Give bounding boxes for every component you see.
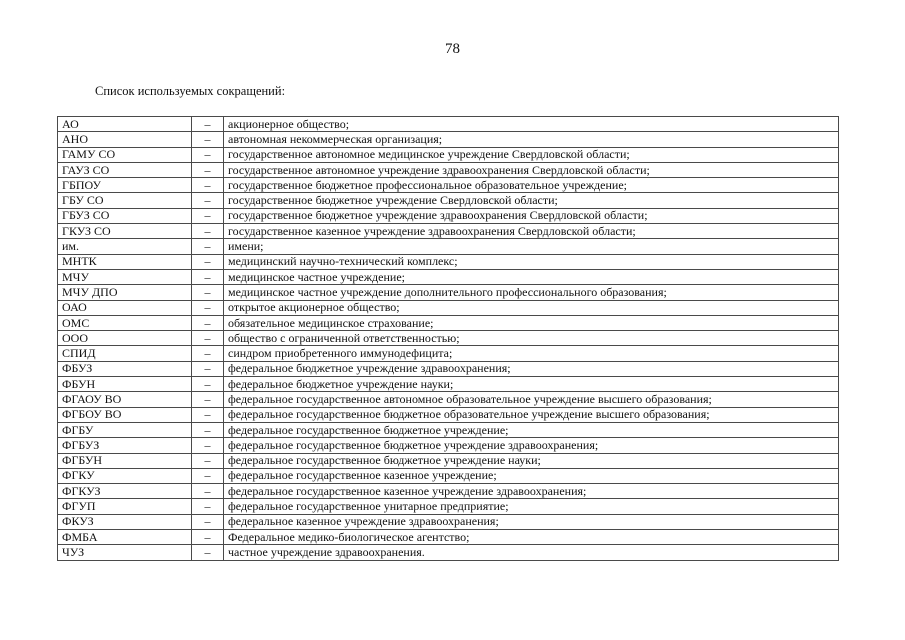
definition-cell: федеральное государственное бюджетное образовательное учреждение высшего образования; [224, 407, 839, 422]
abbreviation-cell: МЧУ [58, 269, 192, 284]
abbreviation-cell: ЧУЗ [58, 545, 192, 560]
abbreviation-cell: ФБУЗ [58, 361, 192, 376]
definition-cell: государственное бюджетное учреждение Свердловской области; [224, 193, 839, 208]
abbreviation-cell: АО [58, 117, 192, 132]
abbreviation-cell: ГБУ СО [58, 193, 192, 208]
table-row [58, 514, 839, 529]
definition-cell: открытое акционерное общество; [224, 300, 839, 315]
abbreviation-cell: ФГБУН [58, 453, 192, 468]
definition-cell: автономная некоммерческая организация; [224, 132, 839, 147]
table-row [58, 208, 839, 223]
table-row [58, 239, 839, 254]
table-row [58, 254, 839, 269]
abbreviation-cell: ФГБУ [58, 422, 192, 437]
table-row [58, 193, 839, 208]
dash-cell: – [192, 377, 224, 392]
abbreviation-cell: ГАМУ СО [58, 147, 192, 162]
abbreviation-cell: ФГКУЗ [58, 484, 192, 499]
definition-cell: федеральное государственное бюджетное учреждение науки; [224, 453, 839, 468]
dash-cell: – [192, 530, 224, 545]
definition-cell: государственное автономное медицинское учреждение Свердловской области; [224, 147, 839, 162]
abbreviation-cell: ФГБУЗ [58, 438, 192, 453]
dash-cell: – [192, 346, 224, 361]
dash-cell: – [192, 422, 224, 437]
dash-cell: – [192, 193, 224, 208]
table-row [58, 269, 839, 284]
table-row [58, 117, 839, 132]
abbreviations-caption: Список используемых сокращений: [95, 84, 286, 98]
table-row [58, 132, 839, 147]
table-row [58, 377, 839, 392]
table-row [58, 484, 839, 499]
definition-cell: медицинское частное учреждение дополнительного профессионального образования; [224, 285, 839, 300]
abbreviation-cell: ФГБОУ ВО [58, 407, 192, 422]
table-row [58, 392, 839, 407]
table-row [58, 361, 839, 376]
abbreviation-cell: АНО [58, 132, 192, 147]
dash-cell: – [192, 468, 224, 483]
abbreviation-cell: ГКУЗ СО [58, 224, 192, 239]
abbreviation-cell: СПИД [58, 346, 192, 361]
dash-cell: – [192, 407, 224, 422]
abbreviation-cell: ФГКУ [58, 468, 192, 483]
dash-cell: – [192, 331, 224, 346]
definition-cell: Федеральное медико-биологическое агентство; [224, 530, 839, 545]
definition-cell: обязательное медицинское страхование; [224, 315, 839, 330]
abbreviation-cell: ФГАОУ ВО [58, 392, 192, 407]
dash-cell: – [192, 147, 224, 162]
abbreviation-cell: ФБУН [58, 377, 192, 392]
table-row [58, 453, 839, 468]
table-row [58, 331, 839, 346]
definition-cell: государственное казенное учреждение здравоохранения Свердловской области; [224, 224, 839, 239]
abbreviation-cell: МЧУ ДПО [58, 285, 192, 300]
abbreviation-cell: ГАУЗ СО [58, 162, 192, 177]
dash-cell: – [192, 208, 224, 223]
table-row [58, 178, 839, 193]
abbreviation-cell: ФМБА [58, 530, 192, 545]
page-number: 78 [445, 41, 460, 57]
definition-cell: имени; [224, 239, 839, 254]
definition-cell: федеральное казенное учреждение здравоохранения; [224, 514, 839, 529]
dash-cell: – [192, 132, 224, 147]
definition-cell: медицинское частное учреждение; [224, 269, 839, 284]
dash-cell: – [192, 392, 224, 407]
abbreviation-cell: ОМС [58, 315, 192, 330]
table-row [58, 438, 839, 453]
definition-cell: государственное бюджетное профессиональное образовательное учреждение; [224, 178, 839, 193]
dash-cell: – [192, 162, 224, 177]
table-row [58, 224, 839, 239]
definition-cell: федеральное государственное казенное учреждение; [224, 468, 839, 483]
dash-cell: – [192, 269, 224, 284]
dash-cell: – [192, 117, 224, 132]
abbreviation-cell: им. [58, 239, 192, 254]
table-row [58, 545, 839, 560]
table-row [58, 422, 839, 437]
abbreviation-cell: МНТК [58, 254, 192, 269]
definition-cell: государственное автономное учреждение здравоохранения Свердловской области; [224, 162, 839, 177]
definition-cell: федеральное государственное автономное образовательное учреждение высшего образования; [224, 392, 839, 407]
table-row [58, 285, 839, 300]
definition-cell: государственное бюджетное учреждение здравоохранения Свердловской области; [224, 208, 839, 223]
abbreviations-table-body [58, 117, 839, 561]
definition-cell: акционерное общество; [224, 117, 839, 132]
definition-cell: федеральное государственное бюджетное учреждение; [224, 422, 839, 437]
definition-cell: частное учреждение здравоохранения. [224, 545, 839, 560]
definition-cell: общество с ограниченной ответственностью; [224, 331, 839, 346]
dash-cell: – [192, 315, 224, 330]
abbreviation-cell: ООО [58, 331, 192, 346]
table-row [58, 162, 839, 177]
dash-cell: – [192, 285, 224, 300]
definition-cell: федеральное государственное казенное учреждение здравоохранения; [224, 484, 839, 499]
table-row [58, 346, 839, 361]
abbreviation-cell: ФГУП [58, 499, 192, 514]
dash-cell: – [192, 514, 224, 529]
dash-cell: – [192, 545, 224, 560]
dash-cell: – [192, 484, 224, 499]
abbreviation-cell: ФКУЗ [58, 514, 192, 529]
table-row [58, 530, 839, 545]
definition-cell: федеральное государственное унитарное предприятие; [224, 499, 839, 514]
definition-cell: синдром приобретенного иммунодефицита; [224, 346, 839, 361]
dash-cell: – [192, 254, 224, 269]
dash-cell: – [192, 499, 224, 514]
abbreviation-cell: ГБУЗ СО [58, 208, 192, 223]
definition-cell: медицинский научно-технический комплекс; [224, 254, 839, 269]
table-row [58, 147, 839, 162]
table-row [58, 499, 839, 514]
table-row [58, 300, 839, 315]
dash-cell: – [192, 361, 224, 376]
definition-cell: федеральное государственное бюджетное учреждение здравоохранения; [224, 438, 839, 453]
definition-cell: федеральное бюджетное учреждение науки; [224, 377, 839, 392]
definition-cell: федеральное бюджетное учреждение здравоохранения; [224, 361, 839, 376]
dash-cell: – [192, 178, 224, 193]
table-row [58, 407, 839, 422]
dash-cell: – [192, 239, 224, 254]
abbreviation-cell: ОАО [58, 300, 192, 315]
dash-cell: – [192, 224, 224, 239]
abbreviations-table [57, 116, 839, 561]
dash-cell: – [192, 453, 224, 468]
table-row [58, 315, 839, 330]
abbreviation-cell: ГБПОУ [58, 178, 192, 193]
dash-cell: – [192, 438, 224, 453]
dash-cell: – [192, 300, 224, 315]
table-row [58, 468, 839, 483]
